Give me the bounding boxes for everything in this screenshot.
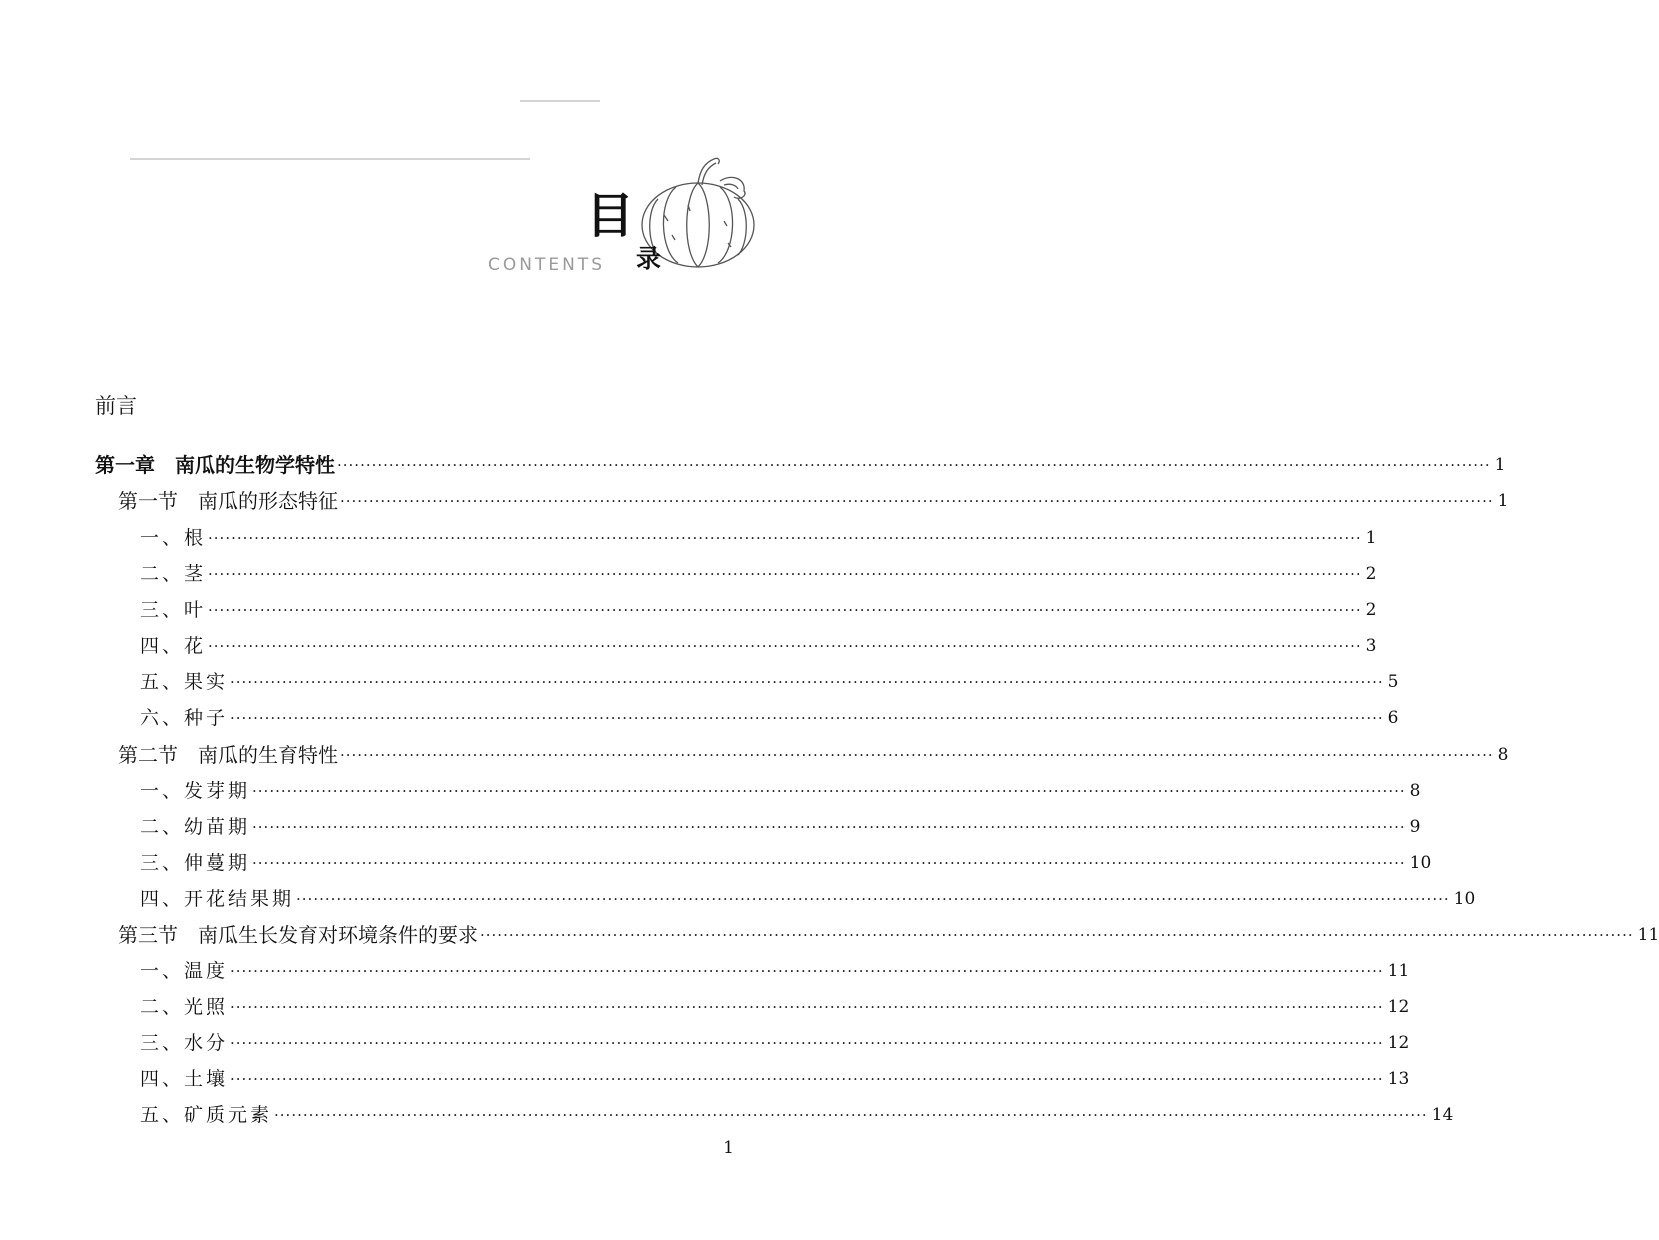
toc-entry-label: 五、矿质元素 xyxy=(140,1104,273,1126)
scan-artifact xyxy=(130,158,530,160)
toc-chapter[interactable] xyxy=(95,450,1506,478)
dot-leader: ········································································································································································································ xyxy=(230,1034,1384,1052)
toc-entry-label: 二、茎 xyxy=(140,563,207,585)
preface-entry[interactable]: 前言 xyxy=(95,394,137,418)
toc-item[interactable] xyxy=(140,956,1410,984)
toc-section[interactable] xyxy=(118,740,1509,768)
toc-item[interactable] xyxy=(140,884,1476,912)
dot-leader: ········································································································································································································ xyxy=(230,998,1384,1016)
toc-entry-label: 一、温度 xyxy=(140,960,229,982)
toc-entry-label: 第一章 南瓜的生物学特性 xyxy=(95,453,335,477)
toc-page-number: 2 xyxy=(1365,600,1377,620)
dot-leader: ········································································································································································································ xyxy=(208,637,1362,655)
toc-header xyxy=(0,0,829,340)
toc-entry-label: 二、光照 xyxy=(140,996,229,1018)
toc-page-number: 9 xyxy=(1409,817,1421,837)
toc-entry-label: 第一节 南瓜的形态特征 xyxy=(118,489,338,513)
toc-page-number: 1 xyxy=(1497,491,1509,511)
toc-section[interactable] xyxy=(118,920,1659,948)
toc-entry-label: 第三节 南瓜生长发育对环境条件的要求 xyxy=(118,923,478,947)
toc-page-number: 3 xyxy=(1365,636,1377,656)
toc-page-number: 12 xyxy=(1387,1033,1410,1053)
toc-title-second-char: 录 xyxy=(636,244,662,273)
dot-leader: ········································································································································································································ xyxy=(230,962,1384,980)
toc-section[interactable] xyxy=(118,486,1509,514)
dot-leader: ········································································································································································································ xyxy=(230,673,1384,691)
toc-title: 目 xyxy=(586,188,635,244)
toc-entry-label: 四、开花结果期 xyxy=(140,888,295,910)
toc-entry-label: 三、叶 xyxy=(140,599,207,621)
toc-item[interactable] xyxy=(140,1064,1410,1092)
dot-leader: ········································································································································································································ xyxy=(252,854,1406,872)
toc-entry-label: 四、土壤 xyxy=(140,1068,229,1090)
dot-leader: ········································································································································································································ xyxy=(230,709,1384,727)
toc-item[interactable] xyxy=(140,667,1399,695)
toc-entry-label: 三、水分 xyxy=(140,1032,229,1054)
toc-page-number: 1 xyxy=(1365,528,1377,548)
page-number: 1 xyxy=(723,1138,734,1158)
toc-page-number: 2 xyxy=(1365,564,1377,584)
dot-leader: ········································································································································································································ xyxy=(252,782,1406,800)
toc-entry-label: 一、发芽期 xyxy=(140,780,251,802)
toc-item[interactable] xyxy=(140,631,1377,659)
toc-item[interactable] xyxy=(140,776,1421,804)
toc-page-number: 10 xyxy=(1409,853,1432,873)
toc-entry-label: 四、花 xyxy=(140,635,207,657)
toc-item[interactable] xyxy=(140,1028,1410,1056)
toc-page-number: 10 xyxy=(1453,889,1476,909)
toc-item[interactable] xyxy=(140,848,1432,876)
toc-entry-label: 第二节 南瓜的生育特性 xyxy=(118,743,338,767)
toc-entry-label: 六、种子 xyxy=(140,707,229,729)
dot-leader: ········································································································································································································ xyxy=(480,926,1634,944)
toc-page-number: 5 xyxy=(1387,672,1399,692)
toc-entry-label: 五、果实 xyxy=(140,671,229,693)
dot-leader: ········································································································································································································ xyxy=(230,1070,1384,1088)
toc-entry-label: 一、根 xyxy=(140,527,207,549)
dot-leader: ········································································································································································································ xyxy=(208,529,1362,547)
dot-leader: ········································································································································································································ xyxy=(252,818,1406,836)
toc-entry-label: 三、伸蔓期 xyxy=(140,852,251,874)
toc-item[interactable] xyxy=(140,812,1421,840)
toc-page-number: 11 xyxy=(1637,925,1659,945)
toc-item[interactable] xyxy=(140,595,1377,623)
dot-leader: ········································································································································································································ xyxy=(340,492,1494,510)
dot-leader: ········································································································································································································ xyxy=(296,890,1450,908)
toc-page-number: 8 xyxy=(1497,745,1509,765)
dot-leader: ········································································································································································································ xyxy=(208,565,1362,583)
toc-page-number: 1 xyxy=(1494,455,1506,475)
toc-page-number: 11 xyxy=(1387,961,1410,981)
toc-item[interactable] xyxy=(140,1100,1454,1128)
toc-page-number: 12 xyxy=(1387,997,1410,1017)
dot-leader: ········································································································································································································ xyxy=(274,1106,1428,1124)
toc-page-number: 6 xyxy=(1387,708,1399,728)
toc-item[interactable] xyxy=(140,992,1410,1020)
toc-page-number: 14 xyxy=(1431,1105,1454,1125)
scan-artifact xyxy=(520,100,600,102)
toc-page-number: 13 xyxy=(1387,1069,1410,1089)
toc-subtitle: CONTENTS xyxy=(488,255,605,275)
toc-item[interactable] xyxy=(140,703,1399,731)
dot-leader: ········································································································································································································ xyxy=(340,746,1494,764)
dot-leader: ········································································································································································································ xyxy=(337,456,1491,474)
dot-leader: ········································································································································································································ xyxy=(208,601,1362,619)
toc-item[interactable] xyxy=(140,523,1377,551)
toc-page-number: 8 xyxy=(1409,781,1421,801)
toc-entry-label: 二、幼苗期 xyxy=(140,816,251,838)
toc-item[interactable] xyxy=(140,559,1377,587)
